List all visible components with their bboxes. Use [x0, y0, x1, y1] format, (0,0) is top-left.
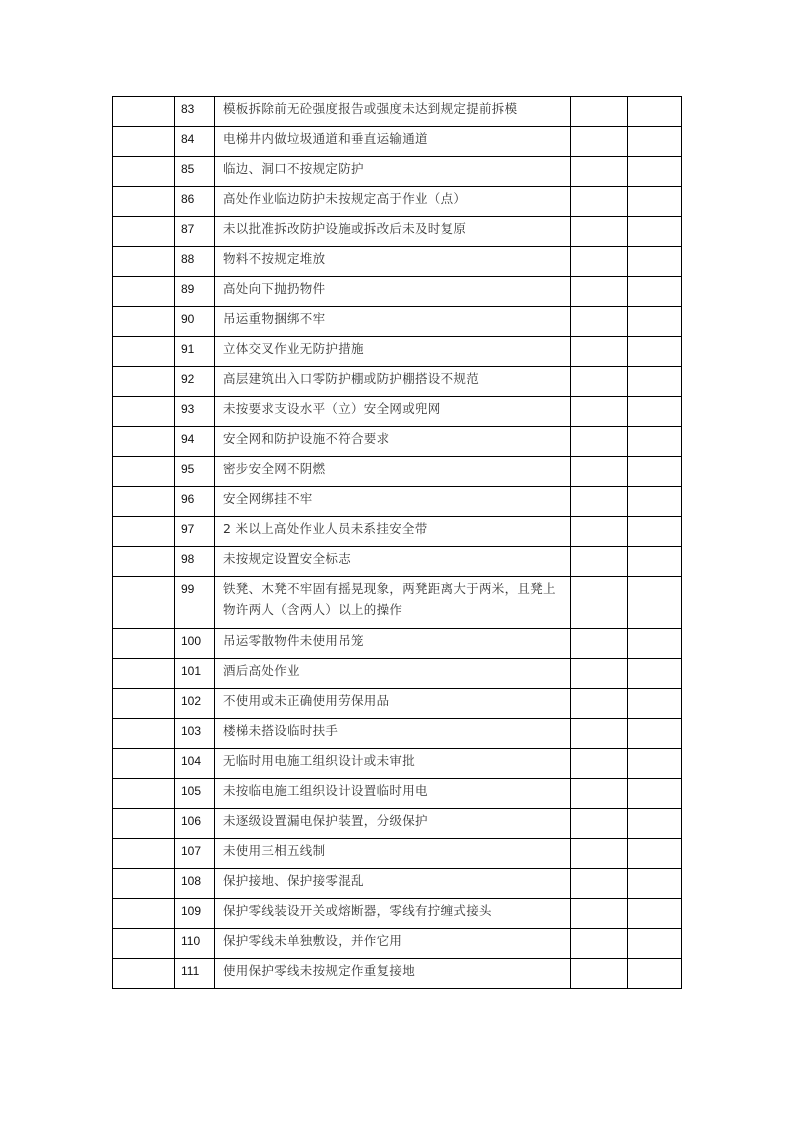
item-number: 101: [175, 659, 215, 689]
category-cell: [113, 629, 175, 659]
item-number: 108: [175, 869, 215, 899]
table-row: [113, 869, 682, 899]
table-row: [113, 337, 682, 367]
item-number: 96: [175, 487, 215, 517]
table-row: [113, 839, 682, 869]
table-row: [113, 367, 682, 397]
item-description: 高层建筑出入口零防护棚或防护棚搭设不规范: [215, 367, 571, 397]
check-cell[interactable]: [571, 337, 628, 367]
item-number: 97: [175, 517, 215, 547]
item-number: 105: [175, 779, 215, 809]
check-cell[interactable]: [571, 517, 628, 547]
check-cell[interactable]: [571, 247, 628, 277]
category-cell: [113, 457, 175, 487]
item-description: 未按规定设置安全标志: [215, 547, 571, 577]
remark-cell[interactable]: [628, 719, 682, 749]
table-row: [113, 397, 682, 427]
item-description: 吊运重物捆绑不牢: [215, 307, 571, 337]
category-cell: [113, 187, 175, 217]
item-description: 未逐级设置漏电保护装置，分级保护: [215, 809, 571, 839]
table-row: [113, 929, 682, 959]
remark-cell[interactable]: [628, 127, 682, 157]
category-cell: [113, 959, 175, 989]
check-cell[interactable]: [571, 547, 628, 577]
check-cell[interactable]: [571, 869, 628, 899]
category-cell: [113, 749, 175, 779]
item-description: 模板拆除前无砼强度报告或强度未达到规定提前拆模: [215, 97, 571, 127]
category-cell: [113, 97, 175, 127]
item-description: 立体交叉作业无防护措施: [215, 337, 571, 367]
remark-cell[interactable]: [628, 157, 682, 187]
table-row: [113, 457, 682, 487]
item-description: 电梯井内做垃圾通道和垂直运输通道: [215, 127, 571, 157]
check-cell[interactable]: [571, 839, 628, 869]
item-description: 安全网和防护设施不符合要求: [215, 427, 571, 457]
table-row: [113, 157, 682, 187]
category-cell: [113, 427, 175, 457]
item-number: 93: [175, 397, 215, 427]
item-description: 保护零线未单独敷设，并作它用: [215, 929, 571, 959]
table-row: [113, 959, 682, 989]
remark-cell[interactable]: [628, 959, 682, 989]
remark-cell[interactable]: [628, 689, 682, 719]
item-number: 102: [175, 689, 215, 719]
item-number: 106: [175, 809, 215, 839]
check-cell[interactable]: [571, 427, 628, 457]
table-row: [113, 127, 682, 157]
item-number: 90: [175, 307, 215, 337]
remark-cell[interactable]: [628, 427, 682, 457]
remark-cell[interactable]: [628, 659, 682, 689]
category-cell: [113, 127, 175, 157]
category-cell: [113, 157, 175, 187]
item-number: 88: [175, 247, 215, 277]
category-cell: [113, 487, 175, 517]
remark-cell[interactable]: [628, 337, 682, 367]
check-cell[interactable]: [571, 457, 628, 487]
category-cell: [113, 277, 175, 307]
check-cell[interactable]: [571, 217, 628, 247]
table-row: [113, 577, 682, 629]
table-row: [113, 547, 682, 577]
item-number: 99: [175, 577, 215, 629]
item-description: 安全网绑挂不牢: [215, 487, 571, 517]
remark-cell[interactable]: [628, 629, 682, 659]
check-cell[interactable]: [571, 307, 628, 337]
category-cell: [113, 839, 175, 869]
remark-cell[interactable]: [628, 577, 682, 629]
category-cell: [113, 689, 175, 719]
item-number: 109: [175, 899, 215, 929]
item-description: 使用保护零线未按规定作重复接地: [215, 959, 571, 989]
remark-cell[interactable]: [628, 779, 682, 809]
category-cell: [113, 547, 175, 577]
item-description: 高处作业临边防护未按规定高于作业（点）: [215, 187, 571, 217]
category-cell: [113, 577, 175, 629]
remark-cell[interactable]: [628, 397, 682, 427]
remark-cell[interactable]: [628, 487, 682, 517]
item-description: 吊运零散物件未使用吊笼: [215, 629, 571, 659]
table-row: [113, 217, 682, 247]
item-description: 无临时用电施工组织设计或未审批: [215, 749, 571, 779]
item-number: 84: [175, 127, 215, 157]
check-cell[interactable]: [571, 659, 628, 689]
category-cell: [113, 809, 175, 839]
item-number: 85: [175, 157, 215, 187]
check-cell[interactable]: [571, 779, 628, 809]
remark-cell[interactable]: [628, 839, 682, 869]
check-cell[interactable]: [571, 719, 628, 749]
remark-cell[interactable]: [628, 929, 682, 959]
check-cell[interactable]: [571, 367, 628, 397]
check-cell[interactable]: [571, 97, 628, 127]
table-row: [113, 629, 682, 659]
check-cell[interactable]: [571, 187, 628, 217]
category-cell: [113, 397, 175, 427]
remark-cell[interactable]: [628, 307, 682, 337]
table-row: [113, 749, 682, 779]
item-number: 91: [175, 337, 215, 367]
remark-cell[interactable]: [628, 547, 682, 577]
table-row: [113, 689, 682, 719]
check-cell[interactable]: [571, 899, 628, 929]
check-cell[interactable]: [571, 809, 628, 839]
check-cell[interactable]: [571, 487, 628, 517]
item-number: 103: [175, 719, 215, 749]
table-row: [113, 307, 682, 337]
remark-cell[interactable]: [628, 97, 682, 127]
check-cell[interactable]: [571, 629, 628, 659]
item-number: 87: [175, 217, 215, 247]
remark-cell[interactable]: [628, 899, 682, 929]
table-row: [113, 427, 682, 457]
table-row: [113, 247, 682, 277]
item-number: 83: [175, 97, 215, 127]
remark-cell[interactable]: [628, 749, 682, 779]
item-number: 92: [175, 367, 215, 397]
table-row: [113, 517, 682, 547]
remark-cell[interactable]: [628, 187, 682, 217]
item-description: 保护零线装设开关或熔断器，零线有拧缠式接头: [215, 899, 571, 929]
item-number: 98: [175, 547, 215, 577]
remark-cell[interactable]: [628, 517, 682, 547]
check-cell[interactable]: [571, 397, 628, 427]
check-cell[interactable]: [571, 577, 628, 629]
category-cell: [113, 719, 175, 749]
item-number: 107: [175, 839, 215, 869]
remark-cell[interactable]: [628, 869, 682, 899]
item-number: 95: [175, 457, 215, 487]
item-description: 未按临电施工组织设计设置临时用电: [215, 779, 571, 809]
table-row: [113, 277, 682, 307]
item-description: 未以批准拆改防护设施或拆改后未及时复原: [215, 217, 571, 247]
check-cell[interactable]: [571, 959, 628, 989]
checklist-body: [113, 97, 682, 989]
table-row: [113, 659, 682, 689]
remark-cell[interactable]: [628, 809, 682, 839]
category-cell: [113, 247, 175, 277]
check-cell[interactable]: [571, 157, 628, 187]
remark-cell[interactable]: [628, 277, 682, 307]
item-description: 2 米以上高处作业人员未系挂安全带: [215, 517, 571, 547]
remark-cell[interactable]: [628, 457, 682, 487]
item-description: 未按要求支设水平（立）安全网或兜网: [215, 397, 571, 427]
item-number: 86: [175, 187, 215, 217]
table-row: [113, 719, 682, 749]
check-cell[interactable]: [571, 127, 628, 157]
check-cell[interactable]: [571, 749, 628, 779]
table-row: [113, 899, 682, 929]
inspection-checklist-table: [112, 96, 682, 989]
category-cell: [113, 929, 175, 959]
table-row: [113, 97, 682, 127]
item-number: 104: [175, 749, 215, 779]
category-cell: [113, 779, 175, 809]
item-description: 高处向下抛扔物件: [215, 277, 571, 307]
category-cell: [113, 517, 175, 547]
check-cell[interactable]: [571, 929, 628, 959]
category-cell: [113, 337, 175, 367]
item-description: 临边、洞口不按规定防护: [215, 157, 571, 187]
item-description: 铁凳、木凳不牢固有摇晃现象，两凳距离大于两米，且凳上物许两人（含两人）以上的操作: [215, 577, 571, 629]
table-row: [113, 809, 682, 839]
remark-cell[interactable]: [628, 247, 682, 277]
table-row: [113, 487, 682, 517]
item-description: 未使用三相五线制: [215, 839, 571, 869]
item-description: 楼梯未搭设临时扶手: [215, 719, 571, 749]
category-cell: [113, 899, 175, 929]
item-description: 不使用或未正确使用劳保用品: [215, 689, 571, 719]
category-cell: [113, 367, 175, 397]
table-row: [113, 779, 682, 809]
category-cell: [113, 659, 175, 689]
category-cell: [113, 869, 175, 899]
category-cell: [113, 307, 175, 337]
item-description: 密步安全网不阴燃: [215, 457, 571, 487]
item-number: 111: [175, 959, 215, 989]
item-description: 物料不按规定堆放: [215, 247, 571, 277]
remark-cell[interactable]: [628, 217, 682, 247]
item-number: 94: [175, 427, 215, 457]
table-row: [113, 187, 682, 217]
item-number: 100: [175, 629, 215, 659]
item-description: 酒后高处作业: [215, 659, 571, 689]
category-cell: [113, 217, 175, 247]
check-cell[interactable]: [571, 277, 628, 307]
item-number: 110: [175, 929, 215, 959]
item-description: 保护接地、保护接零混乱: [215, 869, 571, 899]
check-cell[interactable]: [571, 689, 628, 719]
item-number: 89: [175, 277, 215, 307]
remark-cell[interactable]: [628, 367, 682, 397]
